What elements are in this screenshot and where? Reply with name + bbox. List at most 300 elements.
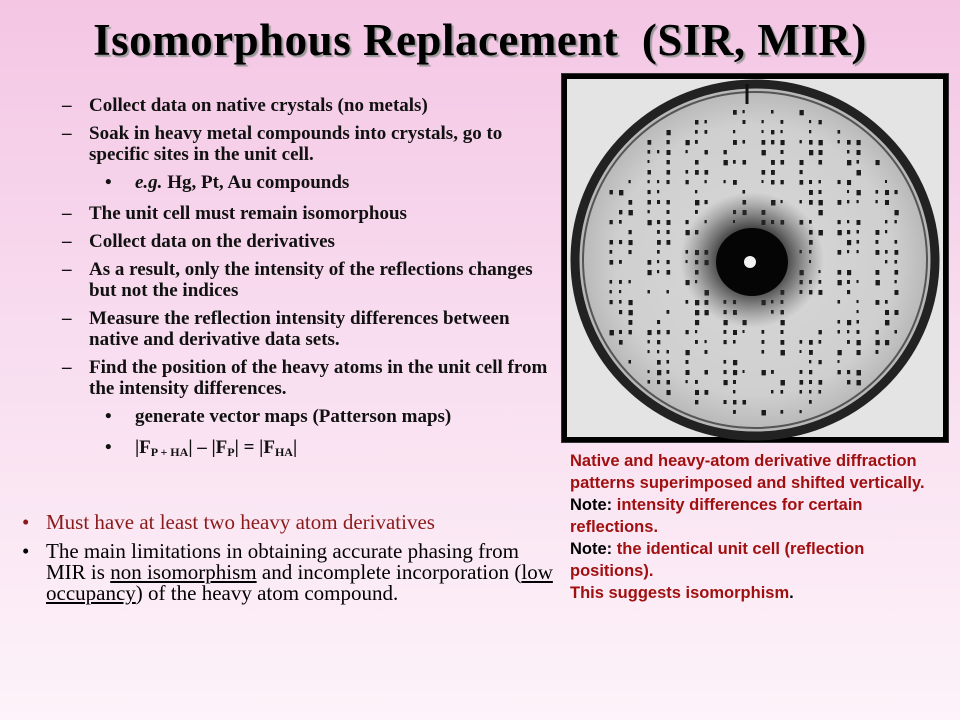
reflection-spot (876, 250, 880, 255)
reflection-spot (885, 340, 889, 345)
reflection-spot (876, 280, 880, 285)
reflection-spot (885, 180, 887, 183)
reflection-spot (667, 140, 670, 144)
bullet-marker: • (22, 539, 30, 563)
reflection-spot (857, 310, 859, 313)
reflection-spot (771, 110, 774, 114)
reflection-spot (819, 380, 823, 385)
reflection-spot (610, 240, 613, 244)
reflection-spot (857, 140, 861, 145)
reflection-spot (885, 250, 888, 254)
reflection-spot (857, 150, 861, 155)
reflection-spot (610, 250, 613, 254)
reflection-spot (619, 290, 621, 293)
step-item (62, 357, 562, 399)
reflection-spot (667, 230, 670, 234)
reflection-spot (895, 310, 899, 315)
reflection-spot (800, 380, 804, 385)
reflection-spot (724, 370, 727, 374)
note-label: Note: (570, 540, 613, 558)
example-item (62, 406, 562, 427)
reflection-spot (695, 330, 697, 333)
reflection-spot (619, 240, 622, 244)
reflection-spot (724, 330, 727, 334)
reflection-spot (847, 290, 850, 294)
reflection-spot (857, 200, 859, 203)
reflection-spot (895, 240, 898, 244)
formula-subscript: HA (274, 445, 293, 459)
reflection-spot (847, 190, 849, 193)
reflection-spot (667, 350, 669, 353)
step-text: Collect data on native crystals (no metals) (89, 95, 428, 116)
reflection-spot (733, 340, 736, 344)
reflection-spot (733, 410, 736, 414)
reflection-spot (610, 260, 614, 265)
reflection-spot (667, 200, 670, 204)
reflection-spot (857, 280, 859, 283)
image-caption (570, 450, 950, 604)
reflection-spot (667, 380, 670, 384)
reflection-spot (876, 270, 880, 275)
reflection-spot (781, 120, 784, 124)
reflection-spot (895, 260, 898, 264)
example-prefix: e.g. (135, 172, 163, 193)
reflection-spot (857, 350, 861, 355)
reflection-spot (895, 210, 899, 215)
reflection-spot (819, 290, 823, 295)
reflection-spot (657, 240, 661, 245)
formula-item (62, 437, 562, 463)
reflection-spot (667, 220, 671, 225)
reflection-spot (733, 330, 737, 335)
slide-title: Isomorphous Replacement (SIR, MIR) (93, 15, 867, 65)
reflection-spot (743, 140, 746, 144)
reflection-spot (781, 390, 784, 394)
formula-part: | (292, 437, 298, 458)
step-text: The unit cell must remain isomorphous (89, 203, 407, 224)
reflection-spot (648, 380, 651, 384)
step-item (62, 259, 562, 301)
method-steps-list (62, 95, 562, 473)
reflection-spot (610, 290, 612, 293)
reflection-spot (819, 150, 823, 155)
reflection-spot (876, 300, 880, 305)
reflection-spot (629, 280, 631, 283)
reflection-spot (733, 390, 735, 393)
reflection-spot (762, 170, 766, 175)
reflection-spot (809, 130, 811, 133)
reflection-spot (838, 270, 842, 275)
reflection-spot (771, 390, 773, 393)
reflection-spot (695, 130, 698, 134)
direct-beam-spot (744, 256, 756, 268)
reflection-spot (686, 360, 689, 364)
reflection-spot (667, 130, 671, 135)
text-run: ) of the heavy atom compound. (135, 581, 399, 605)
reflection-spot (686, 370, 690, 375)
reflection-spot (838, 320, 841, 324)
reflection-spot (838, 330, 840, 333)
reflection-spot (838, 230, 842, 235)
formula-part: |F (135, 437, 151, 458)
reflection-spot (686, 300, 689, 304)
reflection-spot (771, 170, 775, 175)
note-text: intensity differences for certain reflections. (570, 496, 863, 536)
reflection-spot (610, 330, 614, 335)
reflection-spot (705, 350, 708, 354)
reflection-spot (857, 370, 861, 375)
reflection-spot (847, 180, 851, 185)
reflection-spot (686, 330, 689, 334)
example-item (62, 172, 562, 193)
reflection-spot (895, 250, 899, 255)
underlined-term: low occupancy (46, 560, 553, 605)
reflection-spot (781, 140, 785, 145)
reflection-spot (648, 140, 652, 145)
reflection-spot (800, 370, 803, 374)
reflection-spot (895, 220, 897, 223)
reflection-spot (781, 340, 785, 345)
reflection-spot (695, 310, 699, 315)
reflection-spot (648, 160, 650, 163)
reflection-spot (781, 150, 784, 154)
dash-marker: – (62, 259, 72, 280)
reflection-spot (733, 400, 736, 404)
reflection-spot (885, 190, 889, 195)
reflection-spot (847, 330, 849, 333)
reflection-spot (619, 330, 622, 334)
reflection-spot (686, 180, 689, 184)
key-point (22, 512, 562, 533)
reflection-spot (667, 310, 670, 314)
reflection-spot (800, 140, 802, 143)
reflection-spot (809, 340, 813, 345)
reflection-spot (857, 220, 861, 225)
reflection-spot (648, 350, 650, 353)
step-text: Measure the reflection intensity differences between native and derivative data sets. (89, 308, 510, 350)
reflection-spot (657, 360, 661, 365)
reflection-spot (800, 410, 802, 413)
reflection-spot (657, 380, 660, 384)
reflection-spot (667, 290, 669, 293)
reflection-spot (724, 400, 727, 404)
reflection-spot (657, 270, 659, 273)
reflection-spot (847, 220, 849, 223)
reflection-spot (809, 390, 811, 393)
reflection-spot (838, 140, 840, 143)
reflection-spot (629, 310, 633, 315)
reflection-spot (847, 250, 849, 253)
reflection-spot (610, 190, 613, 194)
reflection-spot (657, 200, 660, 204)
step-text: Soak in heavy metal compounds into crystals, go to specific sites in the unit cell. (89, 123, 503, 165)
reflection-spot (838, 200, 842, 205)
reflection-spot (686, 220, 689, 224)
reflection-spot (619, 220, 622, 224)
reflection-spot (743, 330, 745, 333)
reflection-spot (876, 350, 879, 354)
reflection-spot (771, 130, 774, 134)
reflection-spot (657, 190, 659, 193)
reflection-spot (838, 220, 841, 224)
reflection-spot (657, 150, 659, 153)
dash-marker: – (62, 357, 72, 378)
dash-marker: – (62, 203, 72, 224)
reflection-spot (733, 110, 737, 115)
reflection-spot (695, 170, 699, 175)
reflection-spot (619, 340, 623, 345)
reflection-spot (885, 320, 889, 325)
reflection-spot (743, 400, 747, 405)
reflection-spot (705, 370, 708, 374)
key-point-text: Must have at least two heavy atom derivatives (46, 510, 435, 534)
reflection-spot (781, 380, 785, 385)
reflection-spot (847, 380, 850, 384)
reflection-spot (619, 280, 622, 284)
reflection-spot (629, 320, 633, 325)
reflection-spot (809, 400, 812, 404)
reflection-spot (781, 130, 783, 133)
step-item (62, 123, 562, 165)
reflection-spot (819, 120, 822, 124)
reflection-spot (629, 330, 632, 334)
reflection-spot (809, 140, 813, 145)
reflection-spot (895, 290, 899, 295)
reflection-spot (657, 180, 659, 183)
reflection-spot (857, 240, 860, 244)
reflection-spot (667, 210, 670, 214)
reflection-spot (667, 180, 670, 184)
note-text: the identical unit cell (reflection positions). (570, 540, 865, 580)
reflection-spot (819, 340, 822, 344)
reflection-spot (667, 160, 670, 164)
reflection-spot (648, 170, 651, 174)
reflection-spot (733, 130, 735, 133)
reflection-spot (809, 380, 812, 384)
reflection-spot (657, 260, 659, 263)
reflection-spot (838, 360, 840, 363)
reflection-spot (762, 330, 765, 334)
reflection-spot (895, 330, 897, 333)
reflection-spot (800, 390, 803, 394)
reflection-spot (657, 350, 659, 353)
reflection-spot (762, 130, 764, 133)
reflection-spot (648, 180, 650, 183)
reflection-spot (733, 160, 736, 164)
reflection-spot (819, 230, 823, 235)
reflection-spot (724, 360, 727, 364)
reflection-spot (847, 370, 850, 374)
reflection-spot (705, 180, 707, 183)
reflection-spot (885, 300, 888, 304)
reflection-spot (667, 390, 671, 395)
reflection-spot (629, 250, 632, 254)
reflection-spot (857, 250, 859, 253)
bullet-marker: • (105, 172, 112, 193)
reflection-spot (743, 160, 747, 165)
reflection-spot (619, 210, 622, 214)
reflection-spot (762, 120, 764, 123)
reflection-spot (629, 180, 631, 183)
reflection-spot (857, 160, 860, 164)
reflection-spot (705, 200, 708, 204)
reflection-spot (619, 310, 622, 314)
reflection-spot (809, 150, 813, 155)
reflection-spot (885, 310, 889, 315)
diffraction-pattern-graphic (562, 74, 948, 442)
reflection-spot (695, 340, 698, 344)
reflection-spot (781, 410, 784, 414)
reflection-spot (800, 180, 804, 185)
reflection-spot (847, 230, 850, 234)
reflection-spot (629, 210, 633, 215)
key-point (22, 541, 562, 604)
reflection-spot (809, 190, 813, 195)
reflection-spot (771, 370, 774, 374)
reflection-spot (800, 340, 803, 344)
reflection-spot (695, 120, 698, 124)
reflection-spot (847, 340, 850, 344)
reflection-spot (762, 350, 765, 354)
reflection-spot (619, 260, 622, 264)
reflection-spot (876, 190, 879, 194)
reflection-spot (819, 330, 822, 334)
reflection-spot (648, 200, 651, 204)
reflection-spot (819, 390, 822, 394)
reflection-spot (695, 380, 698, 384)
note-label: Note: (570, 496, 613, 514)
underlined-term: non isomorphism (110, 560, 257, 584)
reflection-spot (762, 150, 766, 155)
reflection-spot (629, 230, 632, 234)
formula-subscript: P (227, 445, 235, 459)
reflection-spot (724, 180, 726, 183)
reflection-spot (648, 190, 651, 194)
caption-conclusion (570, 582, 950, 604)
reflection-spot (857, 230, 859, 233)
reflection-spot (648, 260, 652, 265)
reflection-spot (876, 230, 880, 235)
conclusion-text: This suggests isomorphism (570, 584, 790, 602)
reflection-spot (733, 380, 736, 384)
reflection-spot (610, 220, 613, 224)
reflection-spot (733, 180, 737, 185)
reflection-spot (629, 240, 633, 245)
reflection-spot (847, 160, 851, 165)
reflection-spot (885, 230, 887, 233)
reflection-spot (885, 200, 889, 205)
reflection-spot (705, 130, 708, 134)
reflection-spot (847, 200, 849, 203)
bullet-marker: • (105, 406, 112, 427)
reflection-spot (648, 220, 652, 225)
reflection-spot (800, 110, 804, 115)
reflection-spot (695, 390, 699, 395)
reflection-spot (857, 340, 861, 345)
reflection-spot (648, 370, 650, 373)
step-item (62, 95, 562, 116)
reflection-spot (781, 350, 785, 355)
text-run: and incomplete incorporation ( (256, 560, 522, 584)
reflection-spot (686, 140, 690, 145)
reflection-spot (724, 380, 728, 385)
reflection-spot (838, 130, 841, 134)
reflection-spot (800, 170, 803, 174)
reflection-spot (771, 160, 775, 165)
reflection-spot (657, 330, 660, 334)
reflection-spot (695, 140, 698, 144)
reflection-spot (800, 160, 804, 165)
step-text: Collect data on the derivatives (89, 231, 335, 252)
reflection-spot (847, 240, 851, 245)
reflection-spot (771, 140, 774, 144)
dash-marker: – (62, 231, 72, 252)
reflection-spot (809, 200, 813, 205)
reflection-spot (705, 120, 707, 123)
reflection-spot (762, 370, 766, 375)
reflection-spot (667, 270, 671, 275)
reflection-spot (771, 180, 774, 184)
reflection-spot (724, 340, 727, 344)
reflection-spot (648, 150, 651, 154)
reflection-spot (762, 140, 766, 145)
reflection-spot (724, 160, 728, 165)
step-item (62, 308, 562, 350)
reflection-spot (781, 180, 784, 184)
reflection-spot (657, 370, 661, 375)
dash-marker: – (62, 95, 72, 116)
reflection-spot (885, 220, 887, 223)
reflection-spot (819, 360, 822, 364)
reflection-spot (695, 190, 697, 193)
reflection-spot (838, 180, 841, 184)
reflection-spot (781, 160, 785, 165)
reflection-spot (705, 340, 707, 343)
reflection-spot (667, 240, 671, 245)
reflection-spot (667, 260, 670, 264)
reflection-spot (809, 120, 811, 123)
reflection-spot (809, 350, 813, 355)
reflection-spot (629, 360, 632, 364)
reflection-spot (629, 200, 633, 205)
caption-line: Native and heavy-atom derivative diffraction patterns superimposed and shifted vertically. (570, 452, 925, 492)
example-text: generate vector maps (Patterson maps) (135, 406, 452, 427)
reflection-spot (705, 390, 709, 395)
key-points-list (22, 512, 562, 612)
reflection-spot (743, 120, 746, 124)
diffraction-pattern-image (561, 73, 949, 443)
formula-subscript: P + HA (150, 445, 189, 459)
reflection-spot (847, 270, 851, 275)
reflection-spot (800, 200, 802, 203)
reflection-spot (857, 170, 861, 175)
reflection-spot (876, 200, 878, 203)
conclusion-end: . (789, 584, 794, 602)
step-text: As a result, only the intensity of the reflections changes but not the indices (89, 259, 533, 301)
reflection-spot (838, 350, 842, 355)
reflection-spot (610, 280, 613, 284)
reflection-spot (724, 150, 727, 154)
reflection-spot (629, 300, 633, 305)
reflection-spot (648, 290, 650, 293)
reflection-spot (695, 400, 698, 404)
reflection-spot (705, 170, 709, 175)
reflection-spot (657, 340, 660, 344)
reflection-spot (857, 330, 860, 334)
caption-note (570, 494, 950, 538)
structure-factor-formula (135, 437, 297, 458)
caption-note (570, 538, 950, 582)
